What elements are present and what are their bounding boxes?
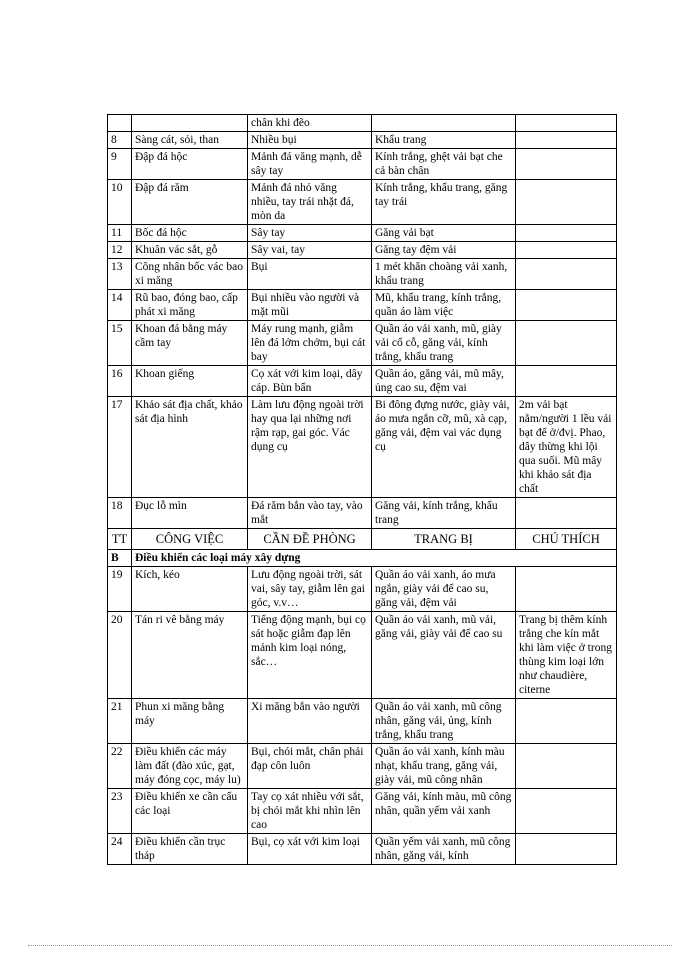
- cell-work: Đập đá hộc: [132, 149, 248, 180]
- cell-no: 22: [108, 744, 132, 789]
- cell-no: 23: [108, 789, 132, 834]
- cell-hazard: Sây tay: [248, 225, 372, 242]
- cell-equipment: Găng vải bạt: [372, 225, 516, 242]
- cell-equipment: Quần áo vải xanh, kính màu nhạt, khẩu trang, găng vải, giày vải, mũ công nhân: [372, 744, 516, 789]
- protective-equipment-table: [107, 114, 617, 865]
- cell-work: [132, 115, 248, 132]
- cell-work: Điều khiển xe cần cẩu các loại: [132, 789, 248, 834]
- section-code: B: [108, 550, 132, 567]
- cell-note: 2m vải bạt nằm/người 1 lều vải bạt để ở/đvị. Phao, dây thừng khi lội qua suối. Mũ mây khi khảo sát địa chất: [516, 397, 617, 498]
- cell-hazard: Làm lưu động ngoài trời hay qua lại những nơi rậm rạp, gai góc. Vác dụng cụ: [248, 397, 372, 498]
- cell-hazard: Bụi, chói mắt, chân phải đạp côn luôn: [248, 744, 372, 789]
- cell-note: [516, 259, 617, 290]
- table-row: [108, 180, 617, 225]
- cell-work: Khảo sát địa chất, khảo sát địa hình: [132, 397, 248, 498]
- section-title: Điều khiển các loại máy xây dựng: [132, 550, 617, 567]
- cell-equipment: Quần áo, găng vải, mũ mây, ủng cao su, đệm vai: [372, 366, 516, 397]
- cell-hazard: Đá răm bắn vào tay, vào mắt: [248, 498, 372, 529]
- section-row: [108, 550, 617, 567]
- cell-no: [108, 115, 132, 132]
- cell-work: Điều khiển cần trục tháp: [132, 834, 248, 865]
- cell-equipment: Quần áo vải xanh, mũ vải, găng vải, giày vải để cao su: [372, 612, 516, 699]
- cell-equipment: Kính trắng, khẩu trang, găng tay trái: [372, 180, 516, 225]
- cell-note: [516, 699, 617, 744]
- cell-no: 20: [108, 612, 132, 699]
- cell-hazard: chân khi đẽo: [248, 115, 372, 132]
- cell-equipment: Găng tay đệm vải: [372, 242, 516, 259]
- table-header-block: [108, 529, 617, 567]
- cell-hazard: Bụi: [248, 259, 372, 290]
- cell-no: 24: [108, 834, 132, 865]
- header-equipment: TRANG BỊ: [372, 529, 516, 550]
- cell-equipment: Găng vải, kính màu, mũ công nhân, quần yếm vải xanh: [372, 789, 516, 834]
- cell-work: Điều khiển các máy làm đất (đào xúc, gạt, máy đóng cọc, máy lu): [132, 744, 248, 789]
- cell-no: 11: [108, 225, 132, 242]
- cell-work: Khuân vác sắt, gỗ: [132, 242, 248, 259]
- table-body-bottom: [108, 567, 617, 865]
- cell-work: Tán ri vê bằng máy: [132, 612, 248, 699]
- cell-note: [516, 744, 617, 789]
- table-row: [108, 321, 617, 366]
- cell-hazard: Tay cọ xát nhiều với sắt, bị chói mắt khi nhìn lên cao: [248, 789, 372, 834]
- table-row: [108, 567, 617, 612]
- cell-equipment: Khẩu trang: [372, 132, 516, 149]
- header-note: CHÚ THÍCH: [516, 529, 617, 550]
- cell-hazard: Tiếng động mạnh, bụi cọ sát hoặc giẫm đạp lên mảnh kim loại nóng, sắc…: [248, 612, 372, 699]
- table-row: [108, 789, 617, 834]
- cell-no: 14: [108, 290, 132, 321]
- cell-note: Trang bị thêm kính trắng che kín mắt khi làm việc ở trong thùng kim loại lớn như chaudière, citerne: [516, 612, 617, 699]
- cell-no: 19: [108, 567, 132, 612]
- cell-work: Bốc đá hộc: [132, 225, 248, 242]
- cell-hazard: Xi măng bắn vào người: [248, 699, 372, 744]
- header-hazard: CẦN ĐỀ PHÒNG: [248, 529, 372, 550]
- cell-note: [516, 149, 617, 180]
- table-row: [108, 132, 617, 149]
- cell-no: 17: [108, 397, 132, 498]
- cell-hazard: Sây vai, tay: [248, 242, 372, 259]
- cell-hazard: Máy rung mạnh, giẫm lên đá lởm chởm, bụi cát bay: [248, 321, 372, 366]
- cell-no: 21: [108, 699, 132, 744]
- cell-note: [516, 789, 617, 834]
- header-work: CÔNG VIỆC: [132, 529, 248, 550]
- table-row: [108, 242, 617, 259]
- cell-no: 13: [108, 259, 132, 290]
- cell-equipment: Găng vải, kính trắng, khẩu trang: [372, 498, 516, 529]
- cell-hazard: Bụi, cọ xát với kim loại: [248, 834, 372, 865]
- table-row: [108, 834, 617, 865]
- table-row: [108, 699, 617, 744]
- cell-equipment: Kính trắng, ghệt vải bạt che cả bàn chân: [372, 149, 516, 180]
- cell-equipment: 1 mét khăn choàng vải xanh, khẩu trang: [372, 259, 516, 290]
- cell-work: Kích, kéo: [132, 567, 248, 612]
- table-row: [108, 149, 617, 180]
- cell-work: Khoan đá bằng máy cầm tay: [132, 321, 248, 366]
- cell-work: Sàng cát, sỏi, than: [132, 132, 248, 149]
- cell-note: [516, 321, 617, 366]
- cell-no: 15: [108, 321, 132, 366]
- cell-no: 12: [108, 242, 132, 259]
- cell-note: [516, 498, 617, 529]
- cell-note: [516, 225, 617, 242]
- cell-note: [516, 834, 617, 865]
- cell-work: Phun xi măng bằng máy: [132, 699, 248, 744]
- table-body-top: [108, 115, 617, 529]
- cell-equipment: Quần áo vải xanh, áo mưa ngắn, giày vải để cao su, găng vải, đệm vải: [372, 567, 516, 612]
- table-row: [108, 498, 617, 529]
- cell-note: [516, 132, 617, 149]
- table-row: [108, 366, 617, 397]
- cell-equipment: Quần áo vải xanh, mũ, giày vải cổ cỗ, găng vải, kính trắng, khẩu trang: [372, 321, 516, 366]
- cell-work: Đục lỗ mìn: [132, 498, 248, 529]
- cell-hazard: Cọ xát với kim loại, dây cáp. Bùn bẩn: [248, 366, 372, 397]
- cell-equipment: Bi đông đựng nước, giày vải, áo mưa ngắn cỡ, mũ, xà cạp, găng vải, đệm vai vác dụng cụ: [372, 397, 516, 498]
- table-row: [108, 259, 617, 290]
- cell-no: 18: [108, 498, 132, 529]
- cell-work: Khoan giếng: [132, 366, 248, 397]
- cell-note: [516, 290, 617, 321]
- cell-hazard: Mảnh đá văng mạnh, dễ sây tay: [248, 149, 372, 180]
- cell-hazard: Mảnh đá nhỏ văng nhiều, tay trái nhặt đá, mòn da: [248, 180, 372, 225]
- cell-no: 16: [108, 366, 132, 397]
- table-row: [108, 612, 617, 699]
- cell-work: Rũ bao, đóng bao, cấp phát xi măng: [132, 290, 248, 321]
- table-row: [108, 397, 617, 498]
- table-row: [108, 744, 617, 789]
- cell-note: [516, 180, 617, 225]
- cell-note: [516, 115, 617, 132]
- cell-hazard: Nhiều bụi: [248, 132, 372, 149]
- cell-no: 9: [108, 149, 132, 180]
- cell-no: 10: [108, 180, 132, 225]
- table-row: [108, 115, 617, 132]
- header-no: TT: [108, 529, 132, 550]
- page-bottom-divider: [28, 945, 672, 946]
- cell-note: [516, 567, 617, 612]
- table-header-row: [108, 529, 617, 550]
- cell-hazard: Lưu động ngoài trời, sát vai, sây tay, giẫm lên gai góc, v.v…: [248, 567, 372, 612]
- cell-equipment: Quần áo vải xanh, mũ công nhân, găng vải, ủng, kính trắng, khẩu trang: [372, 699, 516, 744]
- cell-equipment: [372, 115, 516, 132]
- cell-note: [516, 366, 617, 397]
- cell-note: [516, 242, 617, 259]
- cell-work: Đập đá răm: [132, 180, 248, 225]
- cell-equipment: Quần yếm vải xanh, mũ công nhân, găng vải, kính: [372, 834, 516, 865]
- cell-no: 8: [108, 132, 132, 149]
- cell-equipment: Mũ, khẩu trang, kính trắng, quần áo làm việc: [372, 290, 516, 321]
- cell-hazard: Bụi nhiều vào người và mặt mũi: [248, 290, 372, 321]
- table-row: [108, 290, 617, 321]
- table-row: [108, 225, 617, 242]
- cell-work: Công nhân bốc vác bao xi măng: [132, 259, 248, 290]
